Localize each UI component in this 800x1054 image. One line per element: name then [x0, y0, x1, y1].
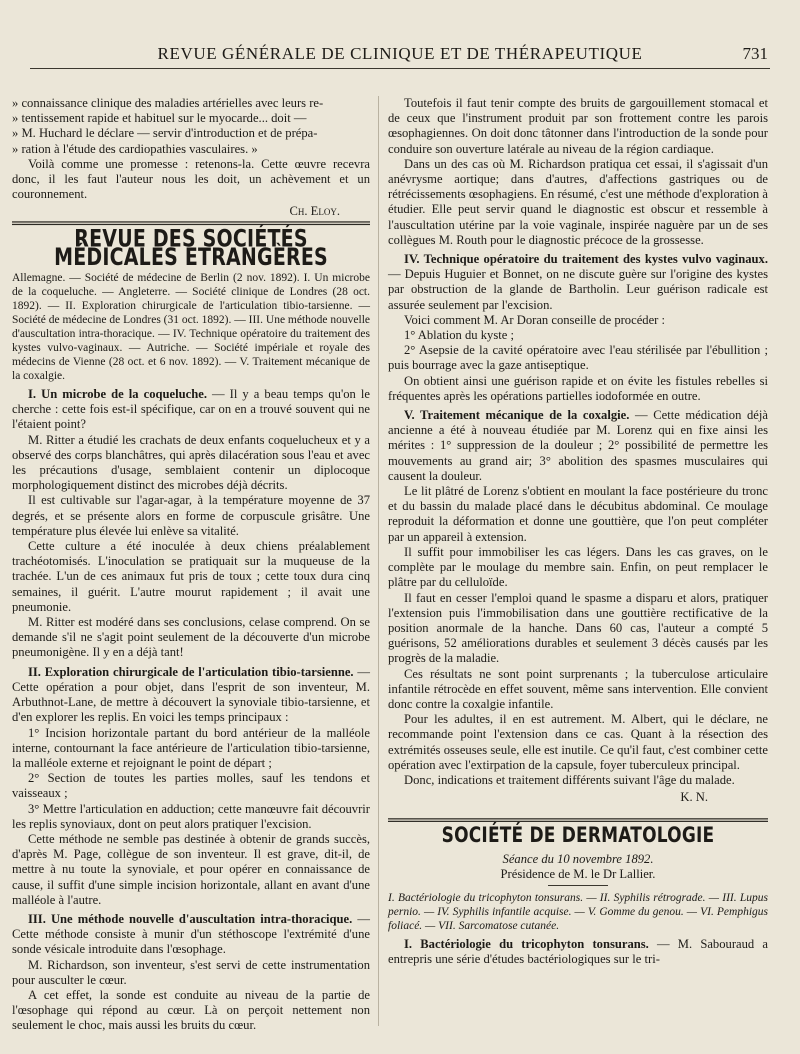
session-president: Présidence de M. le Dr Lallier. — [500, 866, 656, 881]
paragraph: M. Ritter est modéré dans ses conclusions, celase comprend. On se demande s'il ne s'agit point seulement de la découverte d'un microbe pneumonigène. Il y en a déjà tant! — [12, 615, 370, 660]
paragraph: Il est cultivable sur l'agar-agar, à la température moyenne de 37 degrés, et se présente alors en forme de corpuscule grisâtre. Une température plus élevée lui enlève sa vitalité. — [12, 493, 370, 538]
author-signature: Ch. Eloy. — [289, 204, 340, 219]
topic-heading: III. Une méthode nouvelle d'auscultation intra-thoracique. — [28, 911, 353, 926]
section-title-dermatologie: SOCIÉTÉ DE DERMATOLOGIE — [388, 819, 768, 847]
section-title-foreign-societies: REVUE DES SOCIÉTÉS MÉDICALES ÉTRANGÈRES — [12, 221, 370, 268]
paragraph: Ces résultats ne sont point surprenants ; la tuberculose articulaire infantile rétrocède en effet souvent, même sans intervention. Elle convient donc contre la coxalgie infantile. — [388, 666, 768, 711]
list-item: 1° Incision horizontale partant du bord antérieur de la malléole interne, contournant la face antérieure de l'articulation tibio-tarsienne, la malléole externe et rejoignant le point de départ ; — [12, 725, 370, 770]
paragraph: M. Ritter a étudié les crachats de deux enfants coquelucheux et y a observé des corps blanchâtres, qui après dilacération sous l'eau et avec les précautions d'usage, semblaient contenir un diplocoque morphologiquement distinct des microbes déjà décrits. — [12, 432, 370, 493]
topic-text: — Il y a beau temps qu'on le cherche : cette fois est-il spécifique, car on en a trouvé souvent qui ne l'étaient point? — [12, 387, 370, 432]
topic-text: — Cette médication déjà ancienne a été à nouveau étudiée par M. Lorenz qui en fixe ainsi les mérites : 1° suppression de la douleur ; 2° possibilité de permettre les mouvements au grand air; 3° abolition des spasmes musculaires qui causent la douleur. — [388, 408, 768, 483]
topic-text: — Cette opération a pour objet, dans l'esprit de son inventeur, M. Arbuthnot-Lane, de mettre à découvert la synoviale tibio-tarsienne, et d'en explorer les replis. En voici les temps principaux : — [12, 664, 370, 725]
paragraph: Il suffit pour immobiliser les cas légers. Dans les cas graves, on le complète par le moulage du membre sain. Enfin, on peut remplacer le plâtre par du celluloïde. — [388, 544, 768, 590]
quote-line: » ration à l'étude des cardiopathies vasculaires. » — [12, 141, 258, 156]
page-number: 731 — [742, 44, 768, 63]
paragraph: Dans un des cas où M. Richardson pratiqua cet essai, il s'agissait d'un anévrysme aortique; dans d'autres, d'affections gastriques ou de rétrécissements œsophagiens. En résumé, c'est une méthode d'exploration à étudier. Elle peut servir quand le diagnostic est obscur et ressemble à l'auscultation utérine par la voie vaginale, inspirée naguère par un de ses collègues M. Routh pour le diagnostic précoce de la grossesse. — [388, 156, 768, 247]
session-date: Séance du 10 novembre 1892. — [502, 851, 654, 866]
intro-quote — [12, 96, 370, 157]
list-item: 2° Asepsie de la cavité opératoire avec l'eau stérilisée par l'ébullition ; puis bourrage avec la gaze antiseptique. — [388, 343, 768, 373]
paragraph: Cette culture a été inoculée à deux chiens préalablement trachéotomisés. L'inoculation se pratiquait sur la muqueuse de la trachée. L'un de ces animaux fut pris de toux ; cette toux dura cinq semaines, il guérit. L'autre mourut rapidement ; il avait une pneumonie. — [12, 539, 370, 614]
topic-kystes — [388, 252, 768, 313]
quote-line: » tentissement rapide et habituel sur le myocarde... doit — — [12, 111, 307, 126]
paragraph: Le lit plâtré de Lorenz s'obtient en moulant la face postérieure du tronc et du bassin du malade placé dans le décubitus abdominal. Ce moulage reproduit la déformation et donne une gouttière, que l'on peut compléter par un appareil à extension. — [388, 484, 768, 544]
paragraph: M. Richardson, son inventeur, s'est servi de cette instrumentation pour ausculter le cœur. — [12, 957, 370, 987]
topic-text: — Cette méthode consiste à munir d'un stéthoscope l'extrémité d'une sonde vésicale introduite dans l'œsophage. — [12, 911, 370, 957]
topic-heading: IV. Technique opératoire du traitement des kystes vulvo vaginaux. — [404, 252, 768, 267]
quote-line: » connaissance clinique des maladies artérielles avec leurs re- — [12, 96, 324, 110]
left-column — [12, 96, 370, 1034]
journal-title: REVUE GÉNÉRALE DE CLINIQUE ET DE THÉRAPEUTIQUE — [157, 44, 643, 63]
intro-paragraph: Voilà comme une promesse : retenons-la. Cette œuvre recevra donc, il les faut l'auteur nous les doit, un achèvement et un couronnement. — [12, 156, 370, 202]
paragraph: A cet effet, la sonde est conduite au niveau de la partie de l'œsophage qui répond au cœur. Là on perçoit nettement non seulement le choc, mais aussi les bruits du cœur. — [12, 987, 370, 1033]
section-summary: Allemagne. — Société de médecine de Berlin (2 nov. 1892). I. Un microbe de la coqueluche. — Angleterre. — Société clinique de Londres (28 oct. 1892). — II. Exploration chirurgicale de l'articulation tibio-tarsienne. — Société de médecine de Londres (31 oct. 1892). — III. Une méthode nouvelle d'auscultation intra-thoracique. — IV. Technique opératoire du traitement des kystes vulvo-vaginaux. — Autriche. — Société impériale et royale des médecins de Vienne (28 oct. et 6 nov. 1892). — V. Traitement mécanique de la coxalgie. — [12, 272, 370, 383]
topic-heading: V. Traitement mécanique de la coxalgie. — [404, 408, 630, 423]
list-item: 2° Section de toutes les parties molles, sauf les tendons et vaisseaux ; — [12, 771, 370, 801]
quote-line: » M. Huchard le déclare — servir d'introduction et de prépa- — [12, 126, 318, 141]
topic-heading: II. Exploration chirurgicale de l'articulation tibio-tarsienne. — [28, 664, 354, 679]
list-item: 1° Ablation du kyste ; — [404, 328, 514, 343]
paragraph: Pour les adultes, il en est autrement. M. Albert, qui le déclare, ne recommande point l'extension dans ce cas. Quant à la résection des extrémités osseuses seule, elle est inutile. Ce qu'il faut, c'est combiner cette opération avec l'extirpation de la capsule, foyer tuberculeux principal. — [388, 712, 768, 772]
list-item: 3° Mettre l'articulation en adduction; cette manœuvre fait découvrir les replis synoviaux, dont on peut alors pratiquer l'excision. — [12, 801, 370, 831]
topic-tricophyton — [388, 937, 768, 967]
paragraph: Donc, indications et traitement différents suivant l'âge du malade. — [404, 772, 735, 787]
topic-heading: I. Bactériologie du tricophyton tonsurans. — [404, 936, 649, 951]
paragraph: On obtient ainsi une guérison rapide et on évite les fistules rebelles si fréquentes après les opérations partielles iodoformée en outre. — [388, 373, 768, 403]
topic-auscultation — [12, 912, 370, 958]
topic-text: — Depuis Huguier et Bonnet, on ne discute guère sur l'origine des kystes par obstruction de la glande de Bartholin. Leur guérison radicale est assurée seulement par l'excision. — [388, 267, 768, 312]
paragraph: Voici comment M. Ar Doran conseille de procéder : — [404, 312, 666, 327]
right-column — [388, 96, 768, 967]
divider-rule — [548, 885, 608, 886]
section-summary: I. Bactériologie du tricophyton tonsurans. — II. Syphilis rétrograde. — III. Lupus pernio. — IV. Syphilis infantile acquise. — V. Gomme du genou. — VI. Pemphigus foliacé. — VII. Sarcomatose cutanée. — [388, 891, 768, 932]
column-divider — [378, 96, 379, 1026]
running-header — [30, 42, 770, 69]
topic-coxalgie — [388, 408, 768, 484]
article-signature: K. N. — [680, 790, 708, 805]
topic-tibio-tarsienne — [12, 665, 370, 726]
topic-heading: I. Un microbe de la coqueluche. — [28, 387, 207, 402]
topic-coqueluche — [12, 387, 370, 433]
paragraph: Il faut en cesser l'emploi quand le spasme a disparu et alors, pratiquer l'extension puis l'immobilisation dans une gouttière rectificative de la position anormale de la hanche. Dans 60 cas, l'auteur a compté 5 guérisons, 52 améliorations durables et seulement 3 décès causés par les progrès de la maladie. — [388, 590, 768, 666]
paragraph: Cette méthode ne semble pas destinée à obtenir de grands succès, d'après M. Page, collègue de son inventeur. Il est grave, dit-il, de mettre à nu toute la synoviale, et pour opérer en connaissance de cause, il suffit d'une simple incision horizontale, allant en avant d'une malléole à l'autre. — [12, 831, 370, 907]
topic-text: — M. Sabouraud a entrepris une série d'études bactériologiques sur le tri- — [388, 936, 768, 967]
paragraph: Toutefois il faut tenir compte des bruits de gargouillement stomacal et de ceux que l'instrument produit par son frottement contre les parois œsophagiennes. On doit donc tâtonner dans l'introduction de la sonde pour conduire son ouverture latérale au niveau de la région cardiaque. — [388, 96, 768, 156]
